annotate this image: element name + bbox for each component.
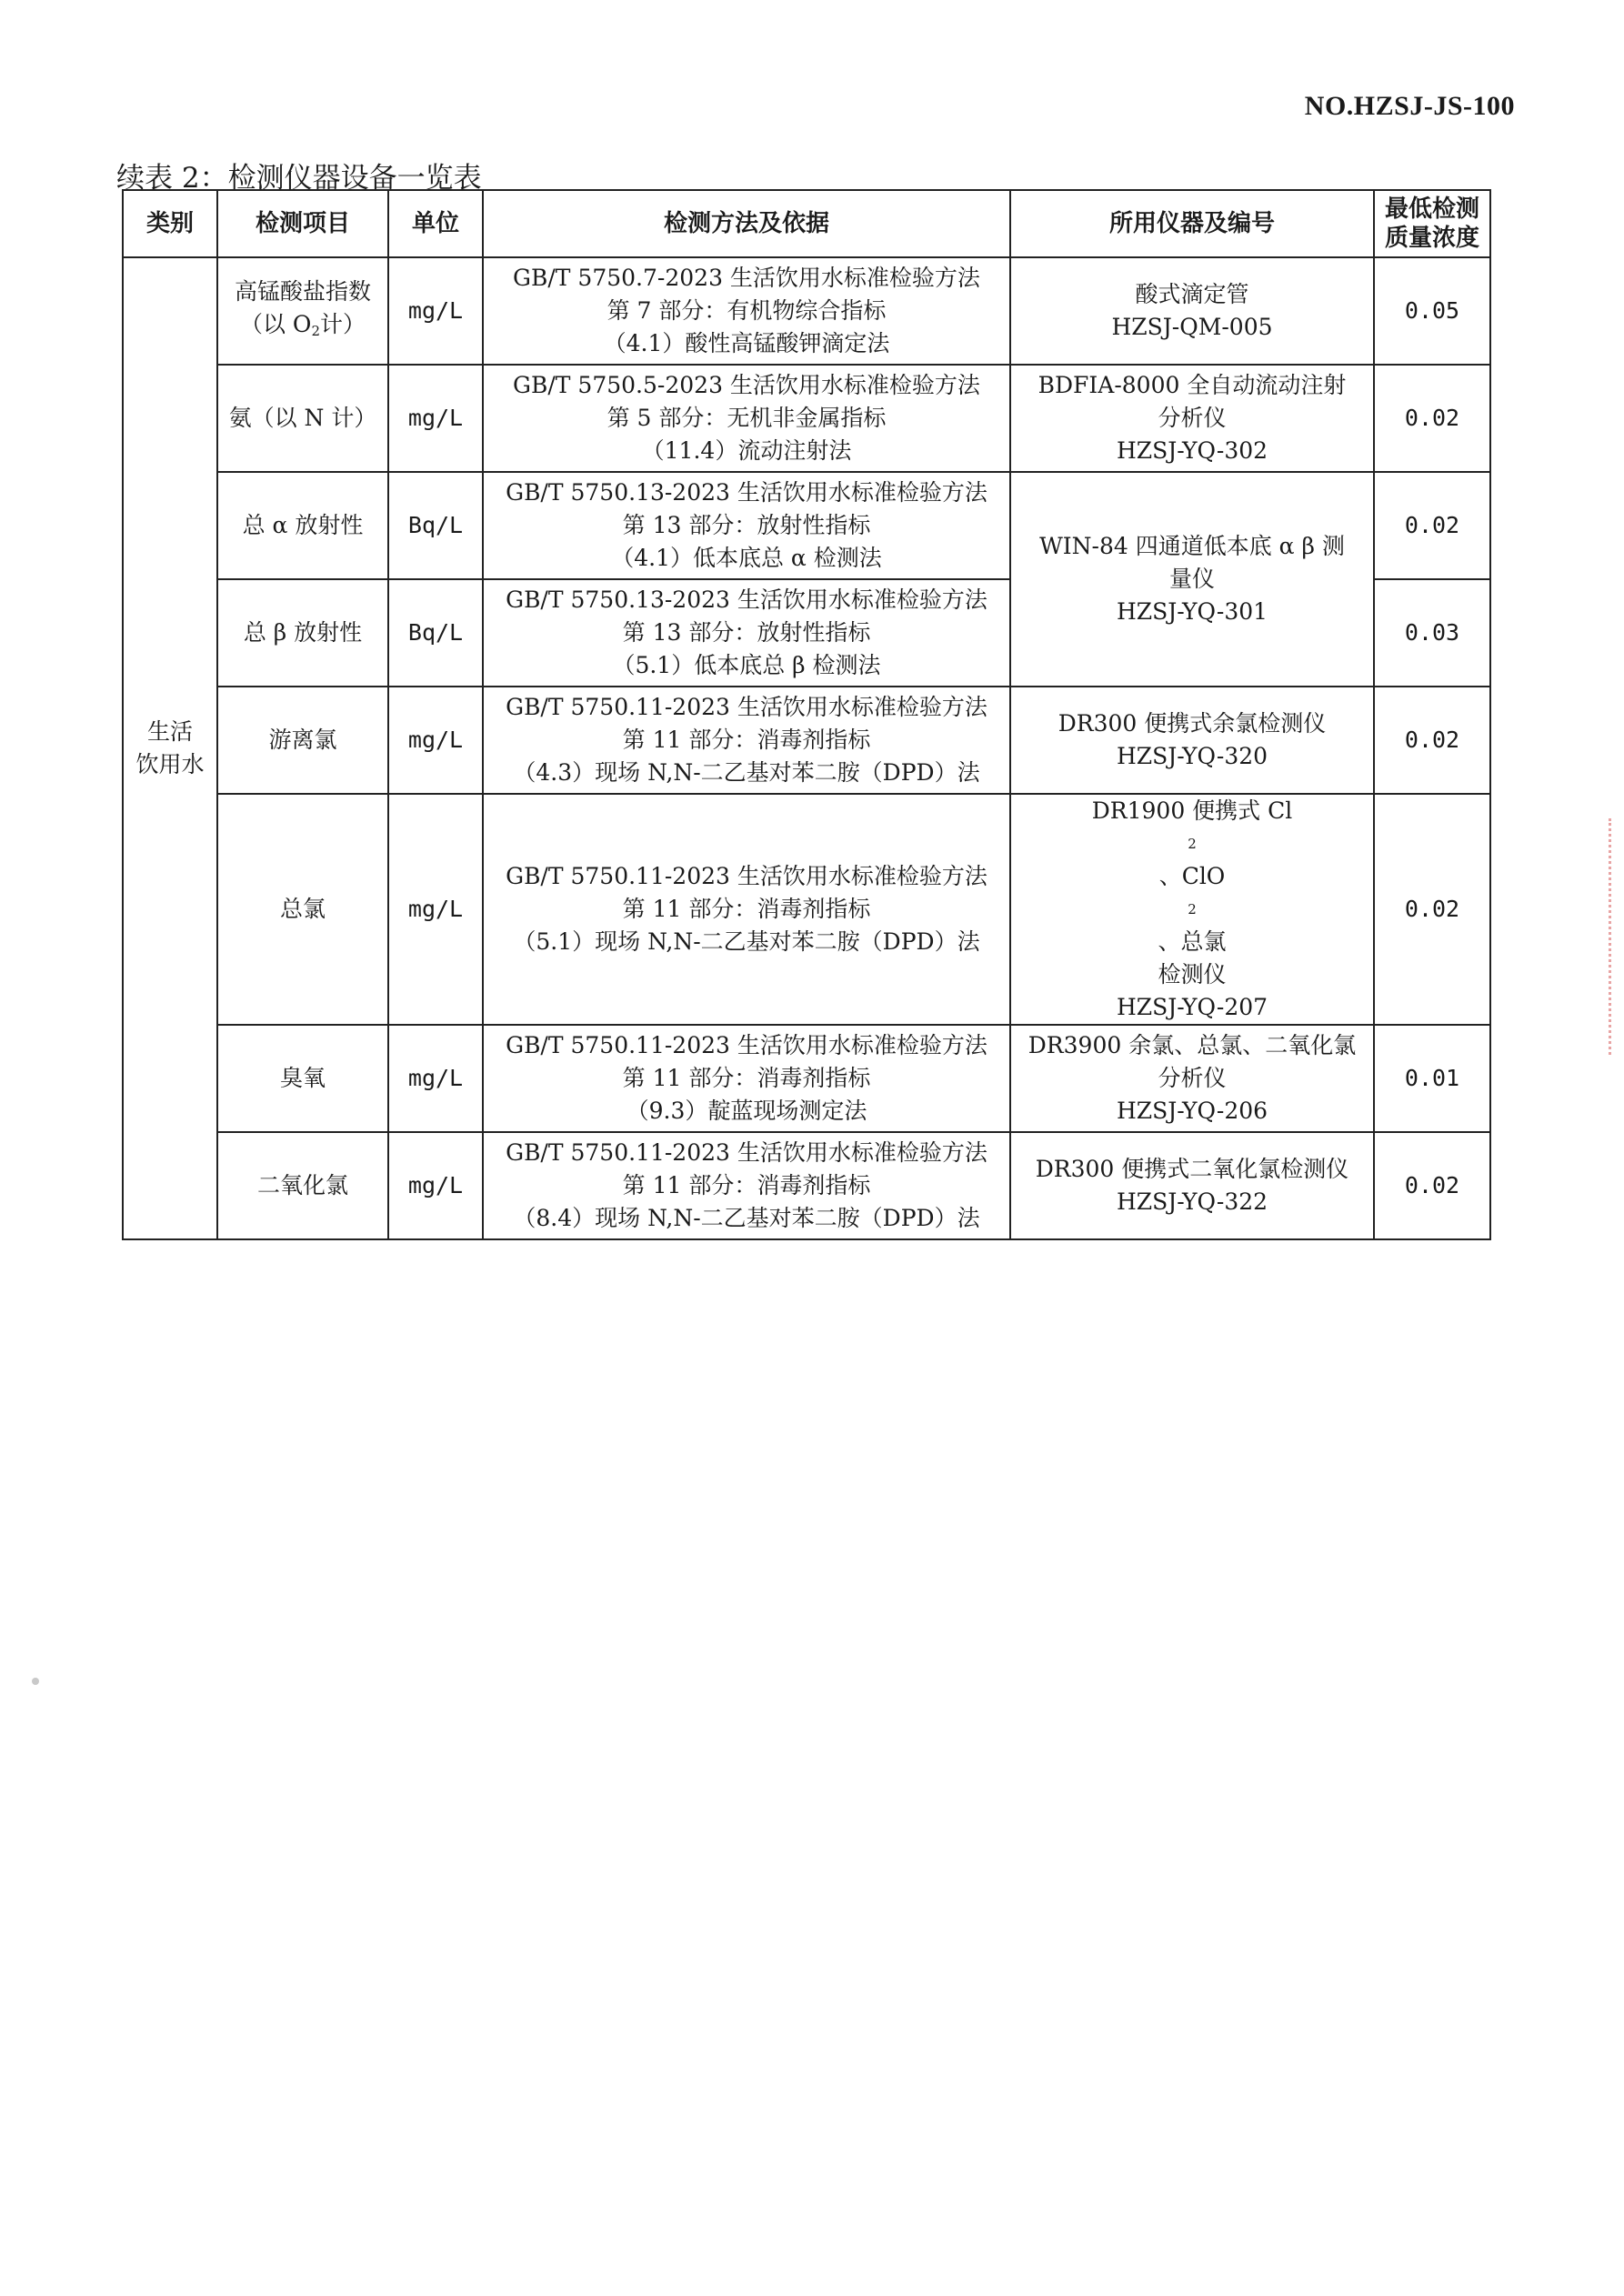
method-line: 第 11 部分：消毒剂指标 [622,727,871,753]
method-cell [483,472,1010,579]
seal-stamp-edge [1609,818,1624,1055]
method-line: （4.1）低本底总 α 检测法 [611,545,882,571]
equipment-cell [1010,1025,1374,1132]
equipment-line: HZSJ-YQ-301 [1116,598,1268,625]
method-cell [483,687,1010,794]
limit-cell: 0.03 [1374,579,1490,687]
equipment-cell [1010,687,1374,794]
equipment-part: 、ClO [1158,863,1226,889]
table-row [123,794,1490,1025]
equipment-line: 量仪 [1168,566,1215,592]
equipment-line: 酸式滴定管 [1135,281,1249,307]
scan-speck [32,1678,39,1685]
method-line: 第 11 部分：消毒剂指标 [622,1065,871,1091]
method-line: 第 5 部分：无机非金属指标 [606,405,887,431]
method-line: 第 13 部分：放射性指标 [622,512,871,538]
method-line: GB/T 5750.7-2023 生活饮用水标准检验方法 [513,265,980,291]
method-line: 第 13 部分：放射性指标 [622,619,871,646]
item-cell: 二氧化氯 [217,1132,388,1239]
unit-cell: Bq/L [388,579,483,687]
equipment-line: 分析仪 [1158,1065,1227,1091]
method-line: GB/T 5750.11-2023 生活饮用水标准检验方法 [506,694,987,720]
limit-cell: 0.02 [1374,794,1490,1025]
unit-cell: mg/L [388,1025,483,1132]
method-line: GB/T 5750.5-2023 生活饮用水标准检验方法 [513,372,980,398]
header-method: 检测方法及依据 [483,190,1010,257]
equipment-cell-merged [1010,472,1374,687]
item-cell: 总 β 放射性 [217,579,388,687]
table-row [123,257,1490,365]
method-line: （8.4）现场 N,N-二乙基对苯二胺（DPD）法 [513,1205,980,1231]
item-cell: 臭氧 [217,1025,388,1132]
equipment-line: DR300 便携式二氧化氯检测仪 [1035,1156,1349,1182]
header-row [123,190,1490,257]
limit-cell: 0.05 [1374,257,1490,365]
equipment-line: DR300 便携式余氯检测仪 [1058,710,1327,737]
method-cell [483,1132,1010,1239]
method-line: 第 11 部分：消毒剂指标 [622,1172,871,1198]
instrument-table [122,189,1491,1240]
equipment-part: 、总氯 [1158,928,1227,955]
limit-cell: 0.02 [1374,687,1490,794]
header-limit-line1: 最低检测 [1384,196,1479,223]
equipment-line: HZSJ-YQ-302 [1116,437,1268,464]
category-line2: 饮用水 [135,751,205,777]
header-equipment: 所用仪器及编号 [1010,190,1374,257]
method-line: （9.3）靛蓝现场测定法 [626,1098,867,1124]
method-cell [483,579,1010,687]
item-line2 [222,308,384,347]
equipment-sub: 2 [1188,901,1197,917]
item-cell: 总 α 放射性 [217,472,388,579]
unit-cell: Bq/L [388,472,483,579]
limit-cell: 0.01 [1374,1025,1490,1132]
table-row [123,1025,1490,1132]
limit-cell: 0.02 [1374,472,1490,579]
item-cell [217,257,388,365]
method-line: （4.3）现场 N,N-二乙基对苯二胺（DPD）法 [513,759,980,786]
method-line: （5.1）低本底总 β 检测法 [612,652,881,678]
item-line2-post: 计） [319,310,366,337]
category-line1: 生活 [146,718,193,745]
equipment-cell [1010,794,1374,1025]
method-line: （4.1）酸性高锰酸钾滴定法 [603,330,890,356]
item-line2-sub: 2 [311,322,320,339]
header-item: 检测项目 [217,190,388,257]
equipment-cell [1010,1132,1374,1239]
method-line: GB/T 5750.13-2023 生活饮用水标准检验方法 [506,587,987,613]
header-unit: 单位 [388,190,483,257]
item-line2-pre: （以 O [239,310,312,337]
unit-cell: mg/L [388,1132,483,1239]
limit-cell: 0.02 [1374,365,1490,472]
equipment-part: DR1900 便携式 Cl [1091,797,1293,824]
method-line: （5.1）现场 N,N-二乙基对苯二胺（DPD）法 [513,928,980,955]
unit-cell: mg/L [388,365,483,472]
item-cell: 游离氯 [217,687,388,794]
table-row [123,1132,1490,1239]
method-cell [483,365,1010,472]
equipment-cell [1010,365,1374,472]
unit-cell: mg/L [388,257,483,365]
limit-cell: 0.02 [1374,1132,1490,1239]
method-line: 第 7 部分：有机物综合指标 [606,297,887,324]
equipment-sub: 2 [1188,836,1197,852]
method-cell [483,257,1010,365]
equipment-line: BDFIA-8000 全自动流动注射 [1038,372,1347,398]
header-limit-line2: 质量浓度 [1384,225,1479,252]
equipment-line: HZSJ-YQ-206 [1116,1098,1268,1124]
equipment-line: 检测仪 [1158,961,1227,988]
method-line: 第 11 部分：消毒剂指标 [622,896,871,922]
method-line: GB/T 5750.13-2023 生活饮用水标准检验方法 [506,479,987,506]
method-line: （11.4）流动注射法 [641,437,852,464]
table-row [123,472,1490,579]
equipment-cell [1010,257,1374,365]
method-line: GB/T 5750.11-2023 生活饮用水标准检验方法 [506,863,987,889]
method-cell [483,794,1010,1025]
unit-cell: mg/L [388,794,483,1025]
method-line: GB/T 5750.11-2023 生活饮用水标准检验方法 [506,1139,987,1166]
method-cell [483,1025,1010,1132]
category-cell [123,257,217,1239]
equipment-line: WIN-84 四通道低本底 α β 测 [1039,533,1345,559]
equipment-line: HZSJ-YQ-320 [1116,743,1268,769]
table-row [123,365,1490,472]
unit-cell: mg/L [388,687,483,794]
table-caption: 续表 2：检测仪器设备一览表 [116,162,482,195]
item-line1: 高锰酸盐指数 [234,277,371,305]
header-category: 类别 [123,190,217,257]
item-cell: 氨（以 N 计） [217,365,388,472]
equipment-line: DR3900 余氯、总氯、二氧化氯 [1028,1032,1357,1058]
equipment-line: HZSJ-YQ-322 [1116,1188,1268,1215]
item-cell: 总氯 [217,794,388,1025]
header-limit [1374,190,1490,257]
method-line: GB/T 5750.11-2023 生活饮用水标准检验方法 [506,1032,987,1058]
equipment-line: 分析仪 [1158,405,1227,431]
equipment-line: HZSJ-QM-005 [1111,314,1273,340]
equipment-line: HZSJ-YQ-207 [1116,994,1268,1020]
document-number: NO.HZSJ-JS-100 [1304,91,1515,121]
equipment-line [1015,795,1369,958]
table-row [123,687,1490,794]
